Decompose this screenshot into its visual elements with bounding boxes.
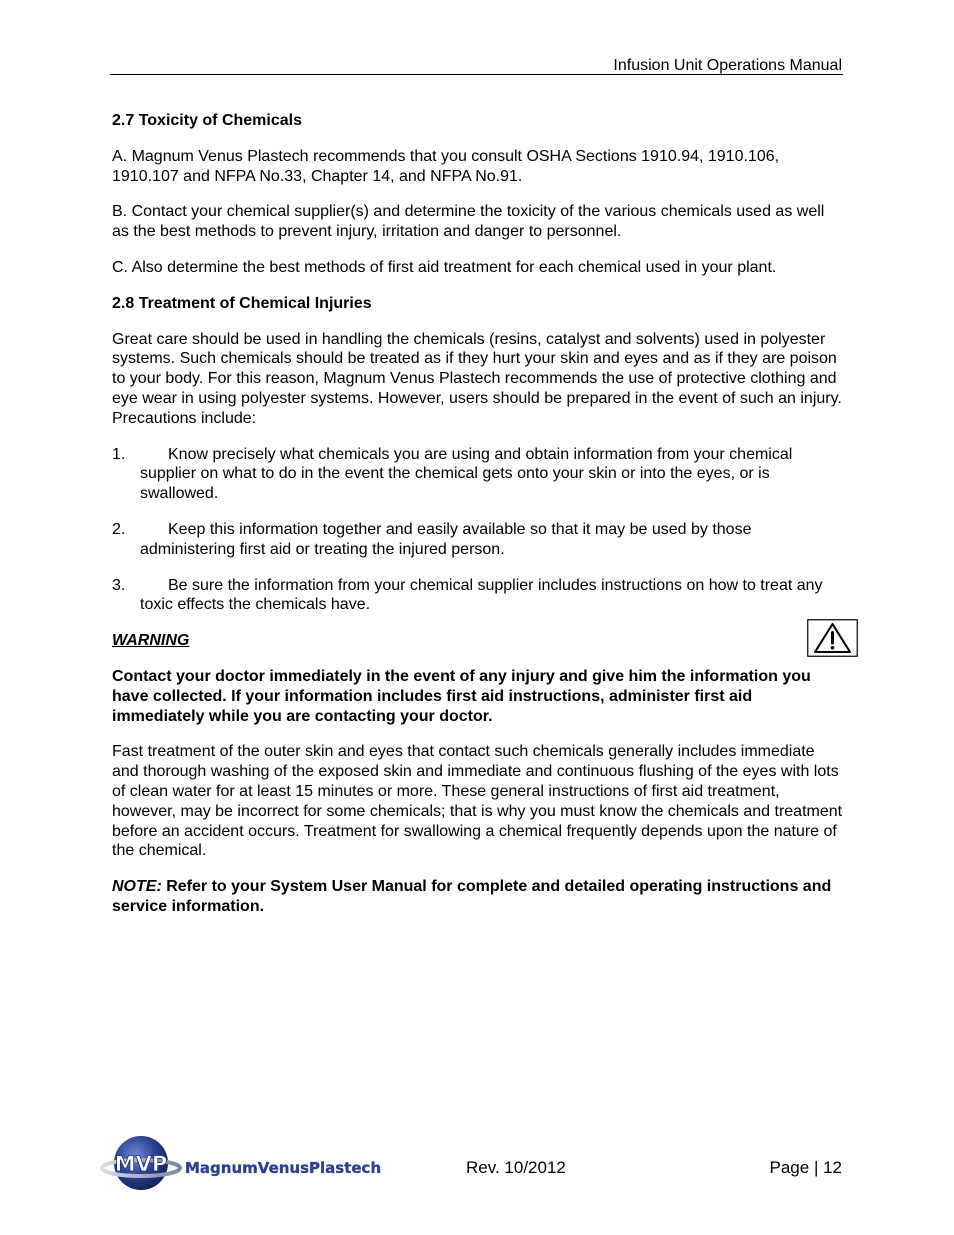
note-text: Refer to your System User Manual for complete and detailed operating instructions and service information.	[112, 878, 832, 915]
content	[112, 111, 844, 933]
list-item	[112, 576, 844, 616]
treatment-paragraph: Fast treatment of the outer skin and eyes that contact such chemicals generally includes immediate and thorough washing of the exposed skin and immediate and continuous flushing of the eyes with lots of clean water for at least 15 minutes or more. These general instructions of first aid treatment, however, may be incorrect for some chemicals; that is why you must know the chemicals and treatment before an accident occurs. Treatment for swallowing a chemical frequently depends upon the nature of the chemical.	[112, 743, 843, 860]
logo-wordmark: MagnumVenusPlastech	[185, 1159, 382, 1177]
note-paragraph	[112, 877, 844, 917]
warning-text: Contact your doctor immediately in the event of any injury and give him the information you have collected. If your information includes first aid instructions, administer first aid immediately while you are contacting your doctor.	[112, 667, 811, 725]
list-text: Be sure the information from your chemical supplier includes instructions on how to treat any toxic effects the chemicals have.	[140, 576, 823, 614]
list-number: 2.	[112, 520, 126, 538]
section-heading-2-8: 2.8 Treatment of Chemical Injuries	[112, 294, 372, 312]
footer-page-number: Page | 12	[769, 1158, 842, 1177]
list-text: Keep this information together and easily available so that it may be used by those administering first aid or treating the injured person.	[140, 520, 752, 558]
header-title: Infusion Unit Operations Manual	[613, 57, 842, 74]
paragraph-b: B. Contact your chemical supplier(s) and determine the toxicity of the various chemicals used as well as the best methods to prevent injury, irritation and danger to personnel.	[112, 203, 825, 241]
warning-triangle-icon	[807, 619, 858, 657]
footer-revision: Rev. 10/2012	[466, 1158, 566, 1177]
warning-label: WARNING	[112, 632, 190, 650]
section-heading-2-7: 2.7 Toxicity of Chemicals	[112, 112, 302, 129]
mvp-logo	[100, 1133, 390, 1195]
header-rule	[110, 74, 843, 75]
paragraph-a: A. Magnum Venus Plastech recommends that you consult OSHA Sections 1910.94, 1910.106, 1910.107 and NFPA No.33, Chapter 14, and NFPA No.91.	[112, 147, 780, 185]
list-number: 3.	[112, 576, 126, 594]
intro-paragraph: Great care should be used in handling the chemicals (resins, catalyst and solvents) used in polyester systems. Such chemicals should be treated as if they hurt your skin and eyes and as if they are poison to your body. For this reason, Magnum Venus Plastech recommends the use of protective clothing and eye wear in using polyester systems. However, users should be prepared in the event of such an injury. Precautions include:	[112, 330, 842, 427]
logo-letters: MVP	[114, 1152, 168, 1176]
list-number: 1.	[112, 445, 126, 463]
list-item	[112, 520, 844, 560]
paragraph-c: C. Also determine the best methods of first aid treatment for each chemical used in your plant.	[112, 258, 777, 276]
list-text: Know precisely what chemicals you are using and obtain information from your chemical supplier on what to do in the event the chemical gets onto your skin or into the eyes, or is swallowed.	[140, 445, 793, 503]
list-item	[112, 445, 844, 504]
note-label: NOTE:	[112, 878, 162, 896]
